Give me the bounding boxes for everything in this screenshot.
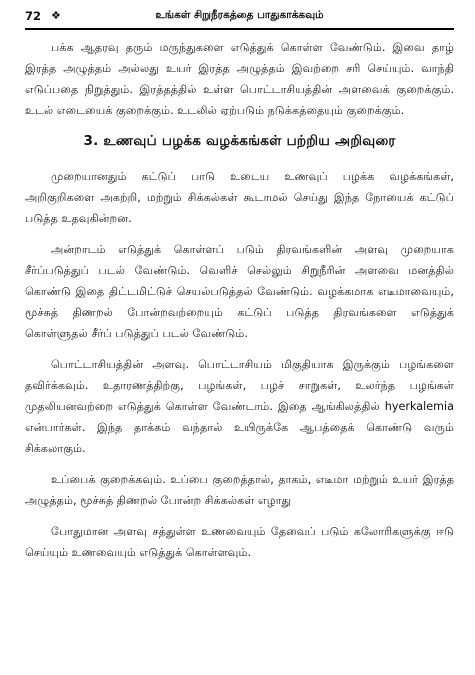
page-number: 72 <box>25 8 42 23</box>
paragraph: பொட்டாசியத்தின் அளவு. பொட்டாசியம் மிகுதியாக இருக்கும் பழங்களை தவிர்க்கவும். உதாரணத்திற்கு, பழங்கள், பழச் சாறுகள், உலர்ந்த பழங்கள் முதலியனவற்றை எடுத்துக் கொள்ள வேண்டாம். இதை ஆங்கிலத்தில் hyerkalemia என்பார்கள். இந்த தாக்கம் வந்தால் உயிருக்கே ஆபத்தைக் கொண்டு வரும் சிக்கலாகும். <box>25 358 454 455</box>
running-title: உங்கள் சிறுநீரகத்தை பாதுகாக்கவும் <box>155 9 324 21</box>
paragraph: அன்றாடம் எடுத்துக் கொள்ளப் படும் திரவங்களின் அளவு முறையாக சீர்ப்படுத்துப் படல் வேண்டும். வெளிச் செல்லும் சிறுநீரின் அளவை மனத்தில் கொண்டு இதை திட்டமிட்டுச் செயல்படுத்தல் வேண்டும். வழக்கமாக எடீமாவையும், மூச்சுத் திணறல் போன்றவற்றையும் கட்டுப் படுத்த திரவங்களை எடுத்துக் கொள்ளுதல் சீர்ப் படுத்துப் படல் வேண்டும். <box>25 243 454 340</box>
section-heading: 3. உணவுப் பழக்க வழக்கங்கள் பற்றிய அறிவுரை <box>83 133 396 149</box>
ornament-separator: ❖ <box>51 9 61 22</box>
page-header <box>25 0 454 30</box>
page-body <box>25 37 454 563</box>
paragraph: பக்க ஆதரவு தரும் மருந்துகளை எடுத்துக் கொள்ள வேண்டும். இவை தாழ் இரத்த அழுத்தம் அல்லது உயர் இரத்த அழுத்தம் இவற்றை சரி செய்யும். வாந்தி எடுப்பதை நிறுத்தும். இரத்தத்தில் உள்ள பொட்டாசியத்தின் அளவைக் குறைக்கும். உடல் எடையைக் குறைக்கும். உடலில் ஏற்படும் நடுக்கத்தையும் குறைக்கும். <box>25 41 454 117</box>
paragraph: முறையானதும் கட்டுப் பாடு உடைய உணவுப் பழக்க வழக்கங்கள், அறிகுறிகளை அகற்றி, மற்றும் சிக்கல்கள் கூடாமல் செய்து இந்த நோயைக் கட்டுப் படுத்த உதவுகின்றன. <box>25 170 454 225</box>
paragraph: உப்பைக் குறைக்கவும். உப்பை குறைத்தால், தாகம், எடீமா மற்றும் உயர் இரத்த அழுத்தம், மூச்சுத் திணறல் போன்ற சிக்கல்கள் எழாது <box>25 473 454 507</box>
paragraph: போதுமான அளவு சத்துள்ள உணவையும் தேவைப் படும் கலோரிகளுக்கு ஈடு செய்யும் உணவையும் எடுத்துக் கொள்ளவும். <box>25 525 454 559</box>
